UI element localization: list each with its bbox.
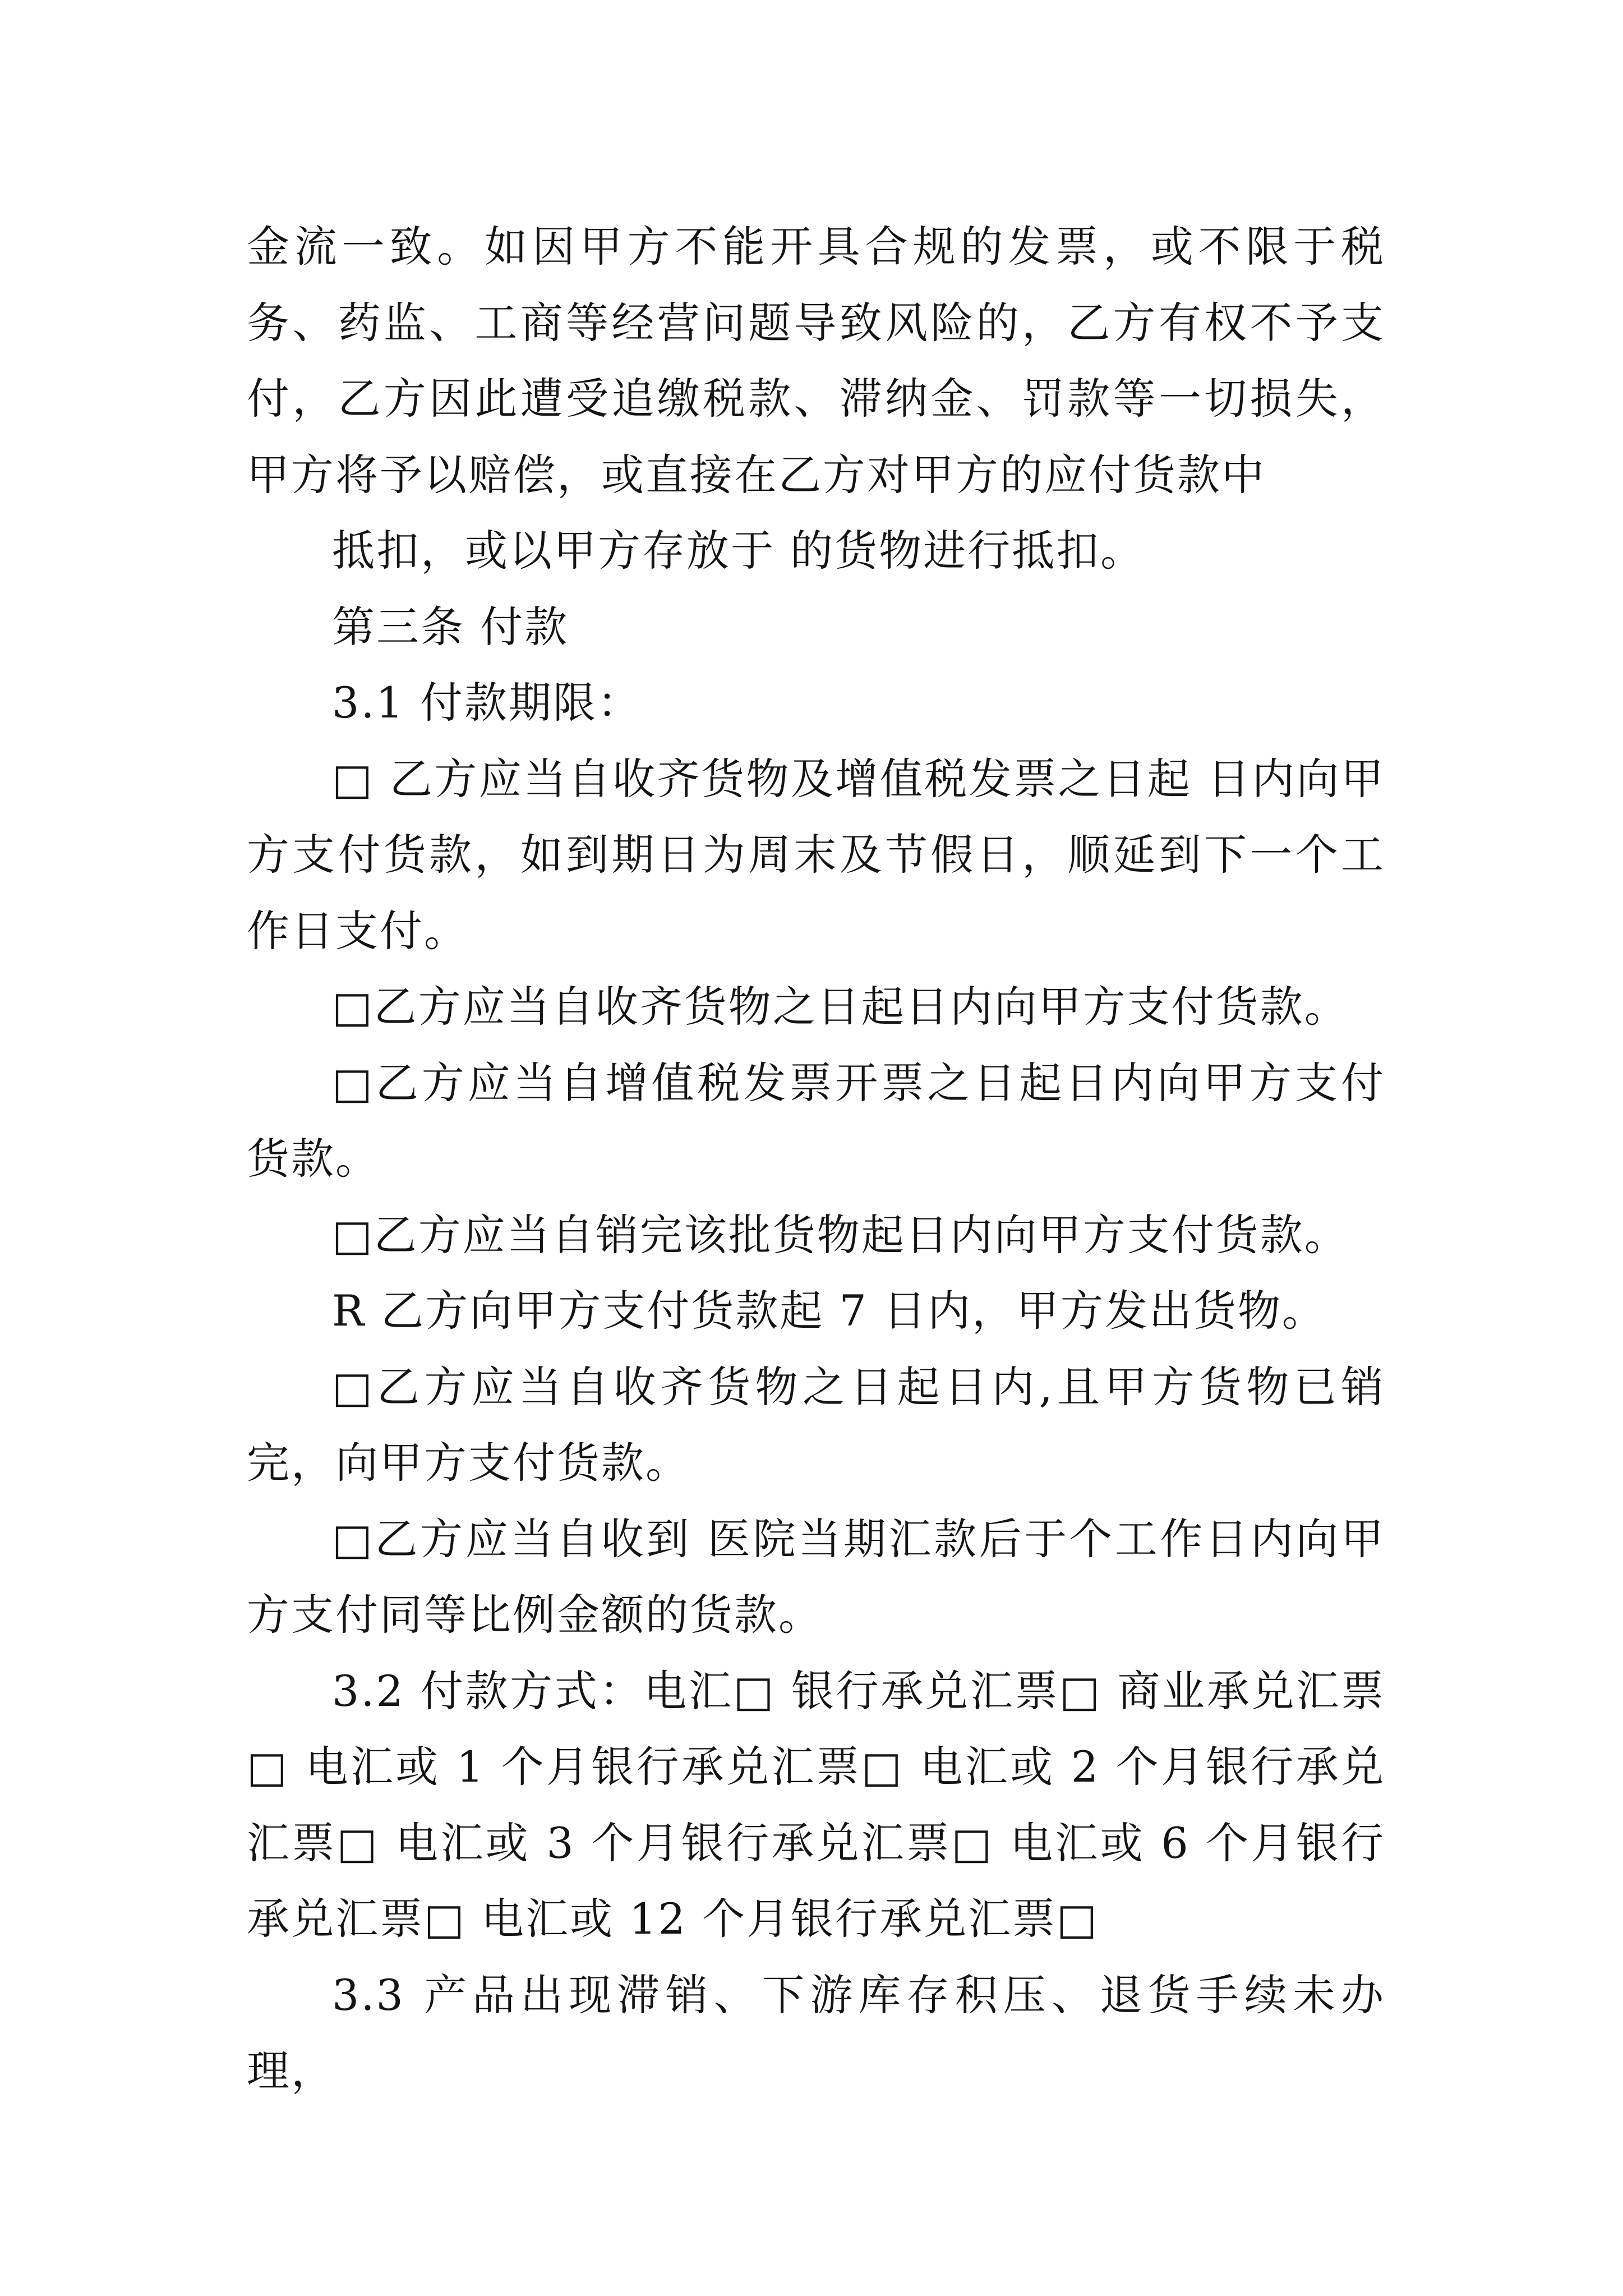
document-body [247, 209, 1385, 2109]
paragraph-deduction: 抵扣，或以甲方存放于 的货物进行抵扣。 [332, 526, 1145, 576]
clause-3-3: 3.3 产品出现滞销、下游库存积压、退货手续未办理， [247, 1970, 1385, 2096]
payment-term-option-3: □乙方应当自增值税发票开票之日起日内向甲方支付货款。 [247, 1057, 1385, 1184]
payment-term-option-2: □乙方应当自收齐货物之日起日内向甲方支付货款。 [332, 982, 1349, 1032]
clause-3-1-heading: 3.1 付款期限： [332, 678, 642, 728]
payment-term-option-6: □乙方应当自收齐货物之日起日内,且甲方货物已销完，向甲方支付货款。 [247, 1361, 1385, 1488]
payment-term-option-7: □乙方应当自收到 医院当期汇款后于个工作日内向甲方支付同等比例金额的货款。 [247, 1513, 1385, 1640]
payment-term-option-1: □ 乙方应当自收齐货物及增值税发票之日起 日内向甲方支付货款，如到期日为周末及节假日，顺延到下一个工作日支付。 [247, 753, 1385, 956]
payment-term-option-5: R 乙方向甲方支付货款起 7 日内，甲方发出货物。 [332, 1286, 1327, 1336]
clause-3-2-payment-method: 3.2 付款方式：电汇□ 银行承兑汇票□ 商业承兑汇票□ 电汇或 1 个月银行承兑汇票□ 电汇或 2 个月银行承兑汇票□ 电汇或 3 个月银行承兑汇票□ 电汇或 6 个月银行承兑汇票□ 电汇或 12 个月银行承兑汇票□ [247, 1665, 1385, 1944]
payment-term-option-4: □乙方应当自销完该批货物起日内向甲方支付货款。 [332, 1209, 1349, 1260]
section-heading-article-3: 第三条 付款 [332, 601, 569, 652]
paragraph-payment-risk: 金流一致。如因甲方不能开具合规的发票，或不限于税务、药监、工商等经营问题导致风险的，乙方有权不予支付，乙方因此遭受追缴税款、滞纳金、罚款等一切损失，甲方将予以赔偿，或直接在乙方对甲方的应付货款中 [247, 222, 1385, 500]
